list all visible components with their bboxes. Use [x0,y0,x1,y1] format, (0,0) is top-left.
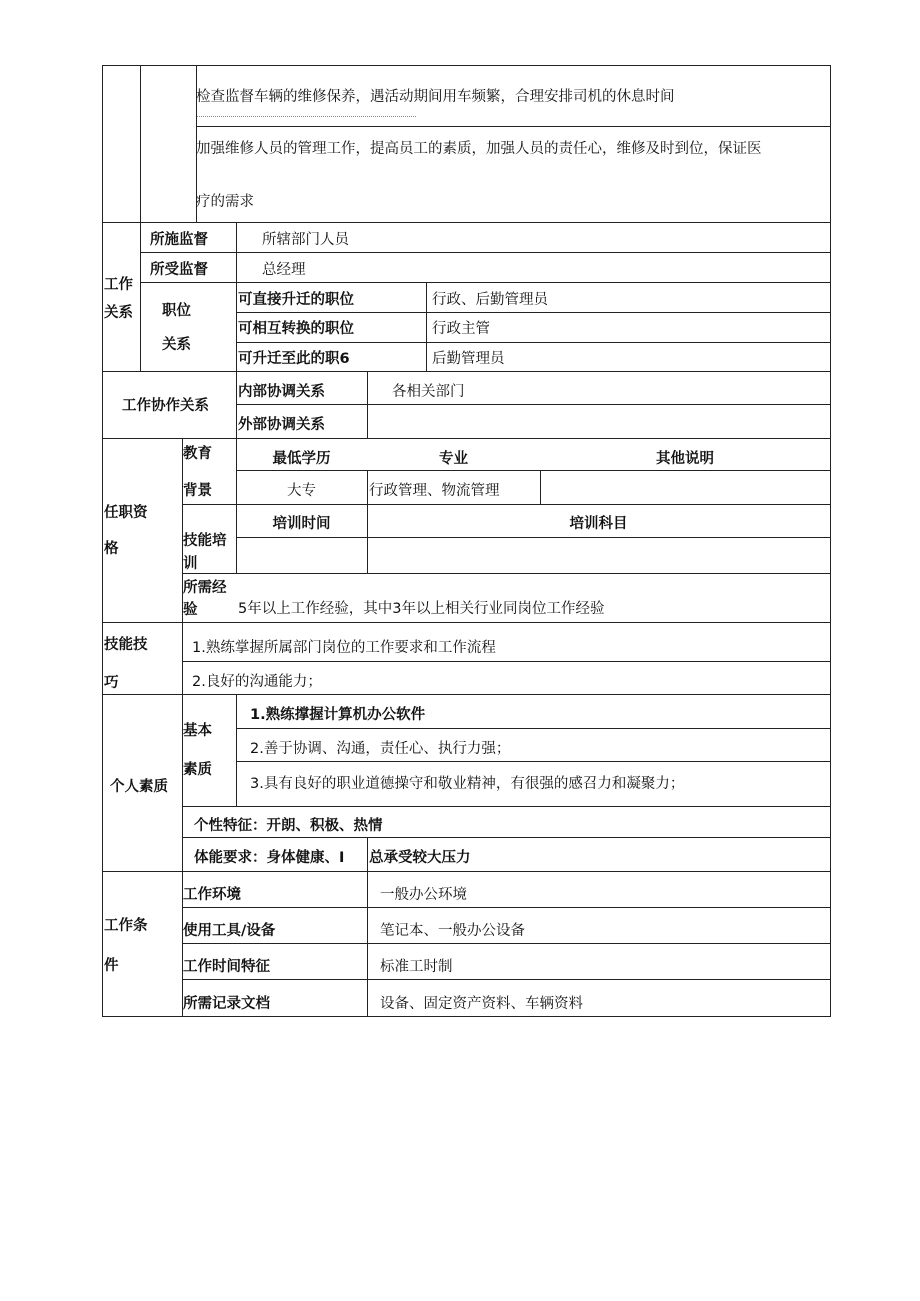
rule [236,694,237,806]
rule [196,126,830,127]
supervises-label: 所施监督 [150,232,208,248]
skills-item-1: 1.熟练掌握所属部门岗位的工作要求和工作流程 [192,640,496,656]
skills-label-2: 巧 [104,675,119,691]
physical-requirements: 体能要求：身体健康、I [194,850,345,866]
transfer-value: 行政主管 [432,321,490,337]
work-conditions-label-2: 件 [104,958,119,974]
rule [830,65,831,1017]
min-degree-value: 大专 [287,483,316,499]
promote-to-label: 可直接升迁的职位 [238,292,354,308]
tools-value: 笔记本、一般办公设备 [380,923,525,939]
rule [102,65,830,66]
basic-quality-2: 2.善于协调、沟通，责任心、执行力强； [250,741,511,757]
rule [426,282,427,371]
promote-to-value: 行政、后勤管理员 [432,292,548,308]
rule [236,728,830,729]
rule [182,943,830,944]
rule [182,661,830,662]
rule [540,470,541,504]
position-relation-label: 职位 [162,303,191,319]
work-conditions-label: 工作条 [104,918,148,934]
rule [236,222,237,438]
skill-training-label-2: 训 [183,556,198,572]
rule [236,342,830,343]
rule [102,1016,830,1017]
rule [140,282,830,283]
supervised-by-value: 总经理 [262,262,306,278]
internal-coordination-value: 各相关部门 [392,384,465,400]
rule [367,837,368,871]
experience-label: 所需经 [183,580,227,596]
rule [182,806,830,807]
min-degree-header: 最低学历 [272,451,331,467]
major-value: 行政管理、物流管理 [369,483,500,499]
dotted-rule [196,116,416,117]
basic-quality-3: 3.具有良好的职业道德操守和敬业精神，有很强的感召力和凝聚力； [250,776,685,792]
physical-requirements-cont: 总承受较大压力 [369,850,471,866]
promote-from-value: 后勤管理员 [432,351,505,367]
basic-qualities-label: 基本 [183,723,212,739]
rule [102,871,830,872]
rule [182,907,830,908]
rule [236,404,830,405]
supervises-value: 所辖部门人员 [262,232,349,248]
position-relation-label-2: 关系 [162,337,191,353]
rule [182,504,830,505]
work-relations-label-2: 关系 [104,305,133,321]
skills-label: 技能技 [104,637,148,653]
other-notes-header: 其他说明 [656,451,714,467]
records-value: 设备、固定资产资料、车辆资料 [380,996,583,1012]
major-header: 专业 [439,451,468,467]
work-time-value: 标准工时制 [380,959,453,975]
experience-label-2: 验 [183,602,198,618]
rule [102,438,830,439]
qualifications-label: 任职资 [104,505,148,521]
duty-line-2b: 疗的需求 [196,194,254,210]
rule [102,371,830,372]
rule [182,979,830,980]
training-subject-header: 培训科目 [569,516,628,532]
rule [182,837,830,838]
transfer-label: 可相互转换的职位 [238,321,354,337]
education-label-2: 背景 [183,483,212,499]
rule [367,371,368,438]
rule [182,573,830,574]
rule [236,312,830,313]
personality-traits: 个性特征：开朗、积极、热情 [194,818,383,834]
basic-qualities-label-2: 素质 [183,762,212,778]
work-time-label: 工作时间特征 [183,959,270,975]
rule [102,622,830,623]
duty-line-1: 检查监督车辆的维修保养，遇活动期间用车频繁，合理安排司机的休息时间 [196,89,675,105]
duty-line-2a: 加强维修人员的管理工作，提高员工的素质，加强人员的责任心，维修及时到位，保证医 [196,141,762,157]
rule [236,761,830,762]
training-time-header: 培训时间 [272,516,331,532]
rule [236,470,830,471]
experience-value: 5年以上工作经验，其中3年以上相关行业同岗位工作经验 [238,601,605,617]
rule [102,222,830,223]
coordination-label: 工作协作关系 [122,398,209,414]
external-coordination-label: 外部协调关系 [238,417,325,433]
rule [102,65,103,1017]
rule [140,65,141,371]
education-label: 教育 [183,446,212,462]
rule [102,694,830,695]
rule [140,252,830,253]
rule [236,537,830,538]
personal-qualities-label: 个人素质 [110,779,168,795]
skills-item-2: 2.良好的沟通能力； [192,674,322,690]
environment-value: 一般办公环境 [380,887,467,903]
qualifications-label-2: 格 [104,541,119,557]
rule [367,871,368,1016]
tools-label: 使用工具/设备 [183,923,276,939]
work-relations-label: 工作 [104,277,133,293]
supervised-by-label: 所受监督 [150,262,208,278]
internal-coordination-label: 内部协调关系 [238,384,325,400]
environment-label: 工作环境 [183,887,241,903]
records-label: 所需记录文档 [183,996,270,1012]
skill-training-label: 技能培 [183,533,227,549]
basic-quality-1: 1.熟练撑握计算机办公软件 [250,707,426,723]
promote-from-label: 可升迁至此的职6 [238,351,350,367]
